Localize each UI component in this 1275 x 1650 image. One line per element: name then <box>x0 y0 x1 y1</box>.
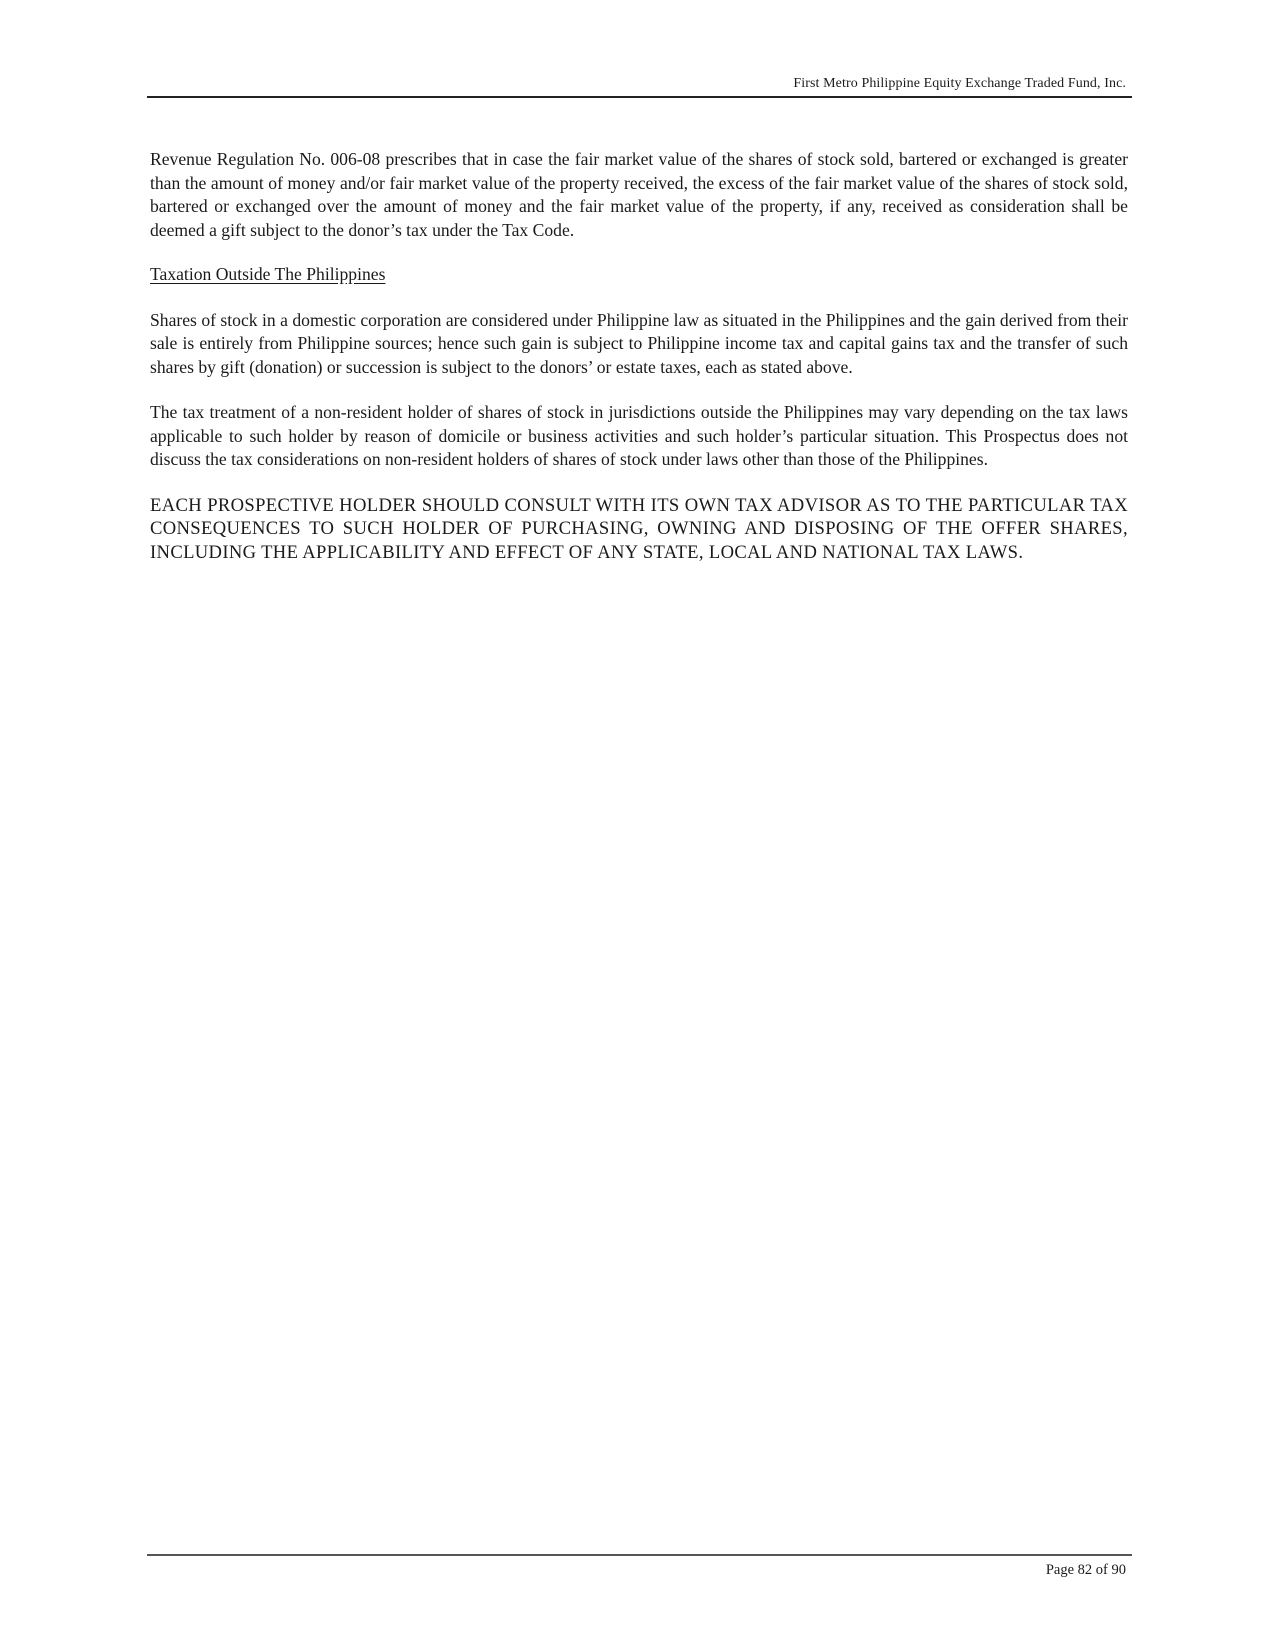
document-body <box>150 148 1128 564</box>
paragraph-tax-advisor-notice: EACH PROSPECTIVE HOLDER SHOULD CONSULT WITH ITS OWN TAX ADVISOR AS TO THE PARTICULAR TAX CONSEQUENCES TO SUCH HOLDER OF PURCHASING, OWNING AND DISPOSING OF THE OFFER SHARES, INCLUDING THE APPLICABILITY AND EFFECT OF ANY STATE, LOCAL AND NATIONAL TAX LAWS. <box>150 494 1128 563</box>
document-header-title: First Metro Philippine Equity Exchange Traded Fund, Inc. <box>793 76 1126 91</box>
page-footer <box>147 1554 1132 1578</box>
paragraph-domestic-shares: Shares of stock in a domestic corporation are considered under Philippine law as situated in the Philippines and the gain derived from their sale is entirely from Philippine sources; hence such gain is subject to Philippine income tax and capital gains tax and the transfer of such shares by gift (donation) or succession is subject to the donors’ or estate taxes, each as stated above. <box>150 309 1128 377</box>
page-number: Page 82 of 90 <box>1045 1562 1126 1578</box>
paragraph-revenue-regulation: Revenue Regulation No. 006-08 prescribes that in case the fair market value of the shares of stock sold, bartered or exchanged is greater than the amount of money and/or fair market value of the property received, the excess of the fair market value of the shares of stock sold, bartered or exchanged over the amount of money and the fair market value of the property, if any, received as consideration shall be deemed a gift subject to the donor’s tax under the Tax Code. <box>150 149 1128 240</box>
section-heading-taxation-outside: Taxation Outside The Philippines <box>150 264 386 284</box>
page-header <box>147 70 1132 98</box>
paragraph-non-resident: The tax treatment of a non-resident holder of shares of stock in jurisdictions outside the Philippines may vary depending on the tax laws applicable to such holder by reason of domicile or business activities and such holder’s particular situation. This Prospectus does not discuss the tax considerations on non-resident holders of shares of stock under laws other than those of the Philippines. <box>150 402 1128 469</box>
